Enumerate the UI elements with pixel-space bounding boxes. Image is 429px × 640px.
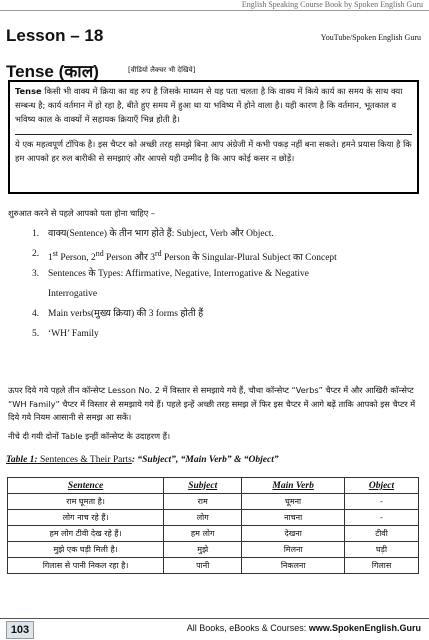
- list-item-text: 1st Person, 2nd Person और 3rd Person के Singular-Plural Subject का Concept: [48, 249, 337, 264]
- list-item-continuation: [14, 284, 414, 304]
- page-footer: [0, 618, 429, 640]
- concepts-paragraph: ऊपर दिये गये पहले तीन कॉन्सेप्ट Lesson No. 2 में विस्तार से समझाये गये हैं, चौथा कॉन्सेप्ट “Verbs” चैप्टर में और आखिरी कॉन्सेप्ट “WH Family” चैप्टर में विस्तार से समझाये गये हैं। पहले इन्हें अच्छी तरह समझ लें फिर इस चैप्टर में आगे बढ़ें ताकि आपको इस चैप्टर में दिये गये नियम आसानी से समझ आ सकें।: [8, 385, 416, 422]
- table-caption-parts: : “Subject”, “Main Verb” & “Object”: [131, 455, 279, 465]
- header-subject: Subject: [164, 478, 242, 494]
- cell-sentence: लोग नाच रहे हैं।: [8, 510, 164, 526]
- list-number: 5.: [32, 329, 40, 339]
- cell-subject: लोग: [164, 510, 242, 526]
- footer-rule: [0, 618, 429, 619]
- table-title: [6, 455, 279, 465]
- cell-object: घड़ी: [345, 542, 419, 558]
- tables-intro: नीचे दी गयी दोनों Table इन्हीं कॉन्सेप्ट के उदाहरण हैं।: [8, 431, 171, 441]
- page-number: 103: [6, 621, 34, 639]
- footer-promo: [187, 623, 421, 633]
- cell-sentence: हम लोग टीवी देख रहे हैं।: [8, 526, 164, 542]
- lesson-source: YouTube/Spoken English Guru: [320, 33, 421, 42]
- footer-url[interactable]: www.SpokenEnglish.Guru: [308, 623, 421, 633]
- header-main-verb: Main Verb: [242, 478, 345, 494]
- list-number: 1.: [32, 229, 40, 239]
- list-item-text: ‘WH’ Family: [48, 329, 99, 339]
- sentence-parts-table: [7, 477, 419, 574]
- cell-object: टीवी: [345, 526, 419, 542]
- header-rule: [0, 10, 429, 11]
- definition-box: [8, 80, 419, 194]
- cell-verb: नाचना: [242, 510, 345, 526]
- list-number: 2.: [32, 249, 40, 259]
- table-row: [8, 558, 419, 574]
- definition-body: किसी भी वाक्य में क्रिया का वह रुप है जिसके माध्यम से यह पता चलता है कि वाक्य में किये कार्य का समय के साथ क्या सम्बन्ध है; कार्य वर्तमान में हो रहा है, बीते हुए समय में हुआ था या भविष्य में होने वाला है। यही कारण है कि वर्तमान, भूतकाल व भविष्य काल के वाक्यों में सहायक क्रियाएँ भिन्न होती है।: [15, 86, 403, 124]
- cell-verb: निकलना: [242, 558, 345, 574]
- list-item: [14, 324, 414, 344]
- cell-subject: पानी: [164, 558, 242, 574]
- table-label: Table 1:: [6, 455, 38, 465]
- list-number: 4.: [32, 309, 40, 319]
- header-object: Object: [345, 478, 419, 494]
- cell-subject: हम लोग: [164, 526, 242, 542]
- topic-title: Tense (काल): [6, 62, 99, 81]
- lesson-title: Lesson – 18: [6, 26, 104, 45]
- intro-text: शुरुआत करने से पहले आपको पता होना चाहिए –: [8, 208, 155, 218]
- list-item-text: Sentences के Types: Affirmative, Negative, Interrogative & Negative: [48, 269, 310, 279]
- list-item-text: वाक्य(Sentence) के तीन भाग होते हैं: Subject, Verb और Object.: [48, 229, 274, 239]
- cell-subject: राम: [164, 494, 242, 510]
- header-sentence: Sentence: [8, 478, 164, 494]
- table-row: [8, 526, 419, 542]
- importance-note: ये एक महत्वपूर्ण टॉपिक है। इस चैप्टर को अच्छी तरह समझे बिना आप अंग्रेजी में कभी पकड़ नहीं बना सकते। हमने प्रयास किया है कि हम आपको हर रुल बारीकी से समझाएं और आपसे यही उम्मीद है कि आप कोई कसर न छोड़ें।: [15, 139, 412, 163]
- list-item-text: Interrogative: [48, 289, 98, 299]
- footer-label: All Books, eBooks & Courses:: [186, 623, 309, 633]
- list-item: [14, 224, 414, 244]
- running-header: [0, 0, 429, 11]
- cell-subject: मुझे: [164, 542, 242, 558]
- list-item: [14, 244, 414, 264]
- video-note: [वीडियो लैक्चर भी देखिये]: [128, 66, 196, 74]
- cell-object: गिलास: [345, 558, 419, 574]
- definition-bold-word: Tense: [15, 86, 42, 96]
- cell-object: -: [345, 494, 419, 510]
- list-number: 3.: [32, 269, 40, 279]
- list-item-text: Main verbs(मुख्य क्रिया) की 3 forms होती हैं: [48, 309, 204, 319]
- cell-verb: देखना: [242, 526, 345, 542]
- table-row: [8, 510, 419, 526]
- cell-verb: मिलना: [242, 542, 345, 558]
- list-item: [14, 264, 414, 284]
- table-row: [8, 542, 419, 558]
- cell-object: -: [345, 510, 419, 526]
- prerequisite-list: [14, 224, 414, 344]
- cell-sentence: राम घूमता है।: [8, 494, 164, 510]
- book-title: English Speaking Course Book by Spoken English Guru: [241, 0, 423, 9]
- box-divider: [15, 134, 412, 135]
- definition-text: [15, 85, 413, 126]
- table-caption: Sentences & Their Parts: [37, 455, 132, 465]
- list-item: [14, 304, 414, 324]
- cell-sentence: मुझे एक घड़ी मिली है।: [8, 542, 164, 558]
- cell-verb: घूमना: [242, 494, 345, 510]
- table-header-row: [8, 478, 419, 494]
- table-row: [8, 494, 419, 510]
- cell-sentence: गिलास से पानी निकल रहा है।: [8, 558, 164, 574]
